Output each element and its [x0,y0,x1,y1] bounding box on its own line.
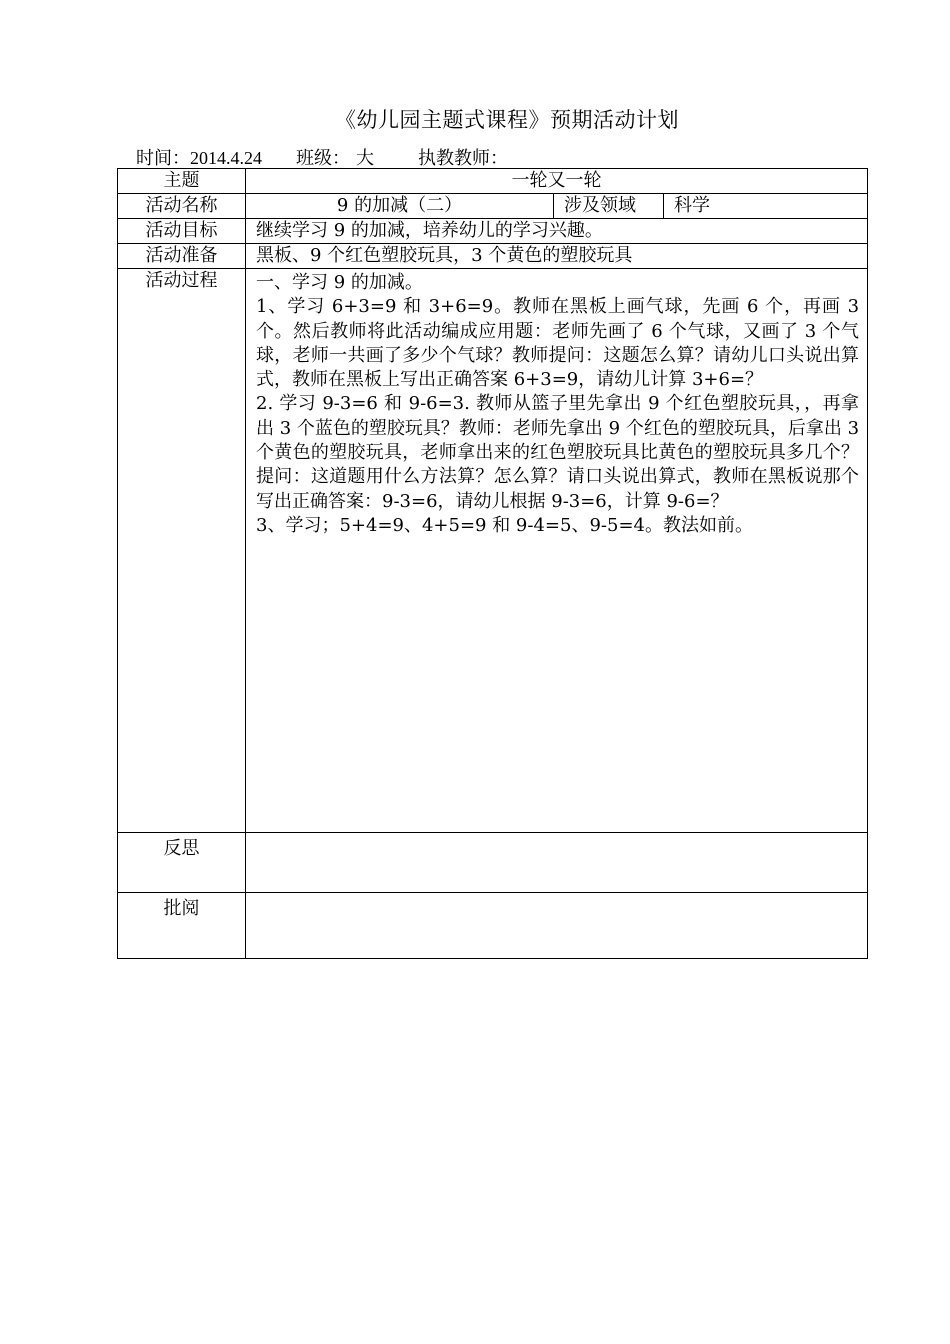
prep-label: 活动准备 [118,244,246,269]
reflection-label: 反思 [118,833,246,893]
meta-line [136,144,508,170]
activity-name-row [118,194,868,219]
goal-label: 活动目标 [118,219,246,244]
class-value: 大 [356,148,374,169]
prep-row [118,244,868,269]
reflection-row [118,833,868,893]
review-label: 批阅 [118,893,246,959]
process-paragraph: 2. 学习 9-3=6 和 9-6=3. 教师从篮子里先拿出 9 个红色塑胶玩具，，再拿出 3 个蓝色的塑胶玩具？教师：老师先拿出 9 个红色的塑胶玩具，后拿出 3 个黄色的塑胶玩具，老师拿出来的红色塑胶玩具比黄色的塑胶玩具多几个？提问：这道题用什么方法算？怎么算？请口头说出算式，教师在黑板说那个写出正确答案：9-3=6，请幼儿根据 9-3=6，计算 9-6=？ [256,393,860,512]
theme-value: 一轮又一轮 [246,169,868,194]
time-value: 2014.4.24 [190,148,262,168]
activity-plan-table [117,168,868,959]
activity-name-label: 活动名称 [118,194,246,219]
process-label: 活动过程 [118,269,246,833]
process-paragraph: 3、学习；5+4=9、4+5=9 和 9-4=5、9-5=4。教法如前。 [256,514,753,536]
review-value [246,893,868,959]
class-label: 班级： [296,148,350,169]
process-paragraph: 1、学习 6+3=9 和 3+6=9。教师在黑板上画气球，先画 6 个，再画 3 个。然后教师将此活动编成应用题：老师先画了 6 个气球，又画了 3 个气球，老师一共画了多少个气球？教师提问：这题怎么算？请幼儿口头说出算式，教师在黑板上写出正确答案 6+3=9，请幼儿计算 3+6=？ [256,296,860,391]
review-row [118,893,868,959]
goal-row [118,219,868,244]
document-title: 《幼儿园主题式课程》预期活动计划 [335,108,679,132]
process-paragraph: 一、学习 9 的加减。 [256,272,423,293]
activity-name-value: 9 的加减（二） [246,194,554,219]
process-content [246,269,868,833]
goal-value: 继续学习 9 的加减，培养幼儿的学习兴趣。 [246,219,868,244]
theme-label: 主题 [118,169,246,194]
reflection-value [246,833,868,893]
teacher-label: 执教教师： [418,148,508,169]
time-label: 时间： [136,148,190,169]
prep-value: 黑板、9 个红色塑胶玩具，3 个黄色的塑胶玩具 [246,244,868,269]
process-row [118,269,868,833]
theme-row [118,169,868,194]
domain-value: 科学 [664,194,868,219]
domain-label: 涉及领域 [554,194,664,219]
